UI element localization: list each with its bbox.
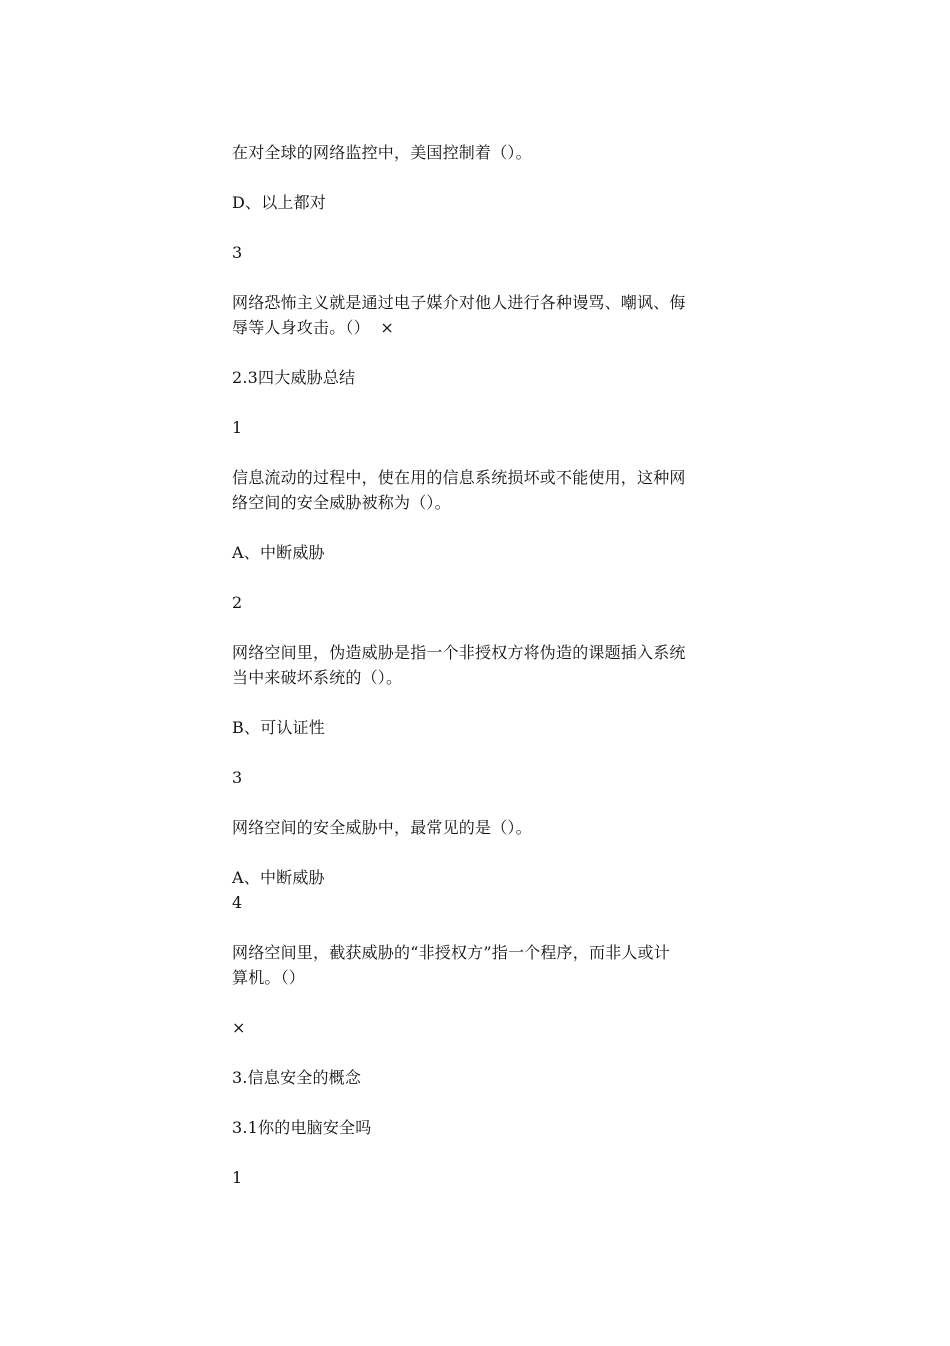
question-number: 4 (232, 893, 243, 912)
question-number: 3 (232, 768, 243, 787)
question-text: 在对全球的网络监控中，美国控制着（）。 (232, 143, 532, 162)
question-text: 网络空间里，伪造威胁是指一个非授权方将伪造的课题插入系统 (232, 643, 686, 662)
answer-text: × (232, 1018, 246, 1037)
section-heading: 3.1你的电脑安全吗 (232, 1118, 372, 1137)
question-text: 网络空间里，截获威胁的“非授权方”指一个程序，而非人或计 (232, 943, 670, 962)
answer-text: B、可认证性 (232, 718, 325, 737)
question-text: 信息流动的过程中，使在用的信息系统损坏或不能使用，这种网 (232, 468, 686, 487)
question-number: 3 (232, 243, 243, 262)
answer-text: D、以上都对 (232, 193, 327, 212)
question-number: 1 (232, 418, 243, 437)
question-number: 2 (232, 593, 243, 612)
question-text: 算机。（） (232, 968, 306, 987)
question-text: 网络恐怖主义就是通过电子媒介对他人进行各种谩骂、嘲讽、侮 (232, 293, 686, 312)
answer-text: A、中断威胁 (232, 868, 325, 887)
section-heading: 2.3四大威胁总结 (232, 368, 356, 387)
answer-text: A、中断威胁 (232, 543, 325, 562)
question-text: 辱等人身攻击。（） × (232, 318, 394, 337)
section-heading: 3.信息安全的概念 (232, 1068, 362, 1087)
question-text: 络空间的安全威胁被称为（）。 (232, 493, 451, 512)
question-text: 网络空间的安全威胁中，最常见的是（）。 (232, 818, 532, 837)
question-text: 当中来破坏系统的（）。 (232, 668, 403, 687)
question-number: 1 (232, 1168, 243, 1187)
